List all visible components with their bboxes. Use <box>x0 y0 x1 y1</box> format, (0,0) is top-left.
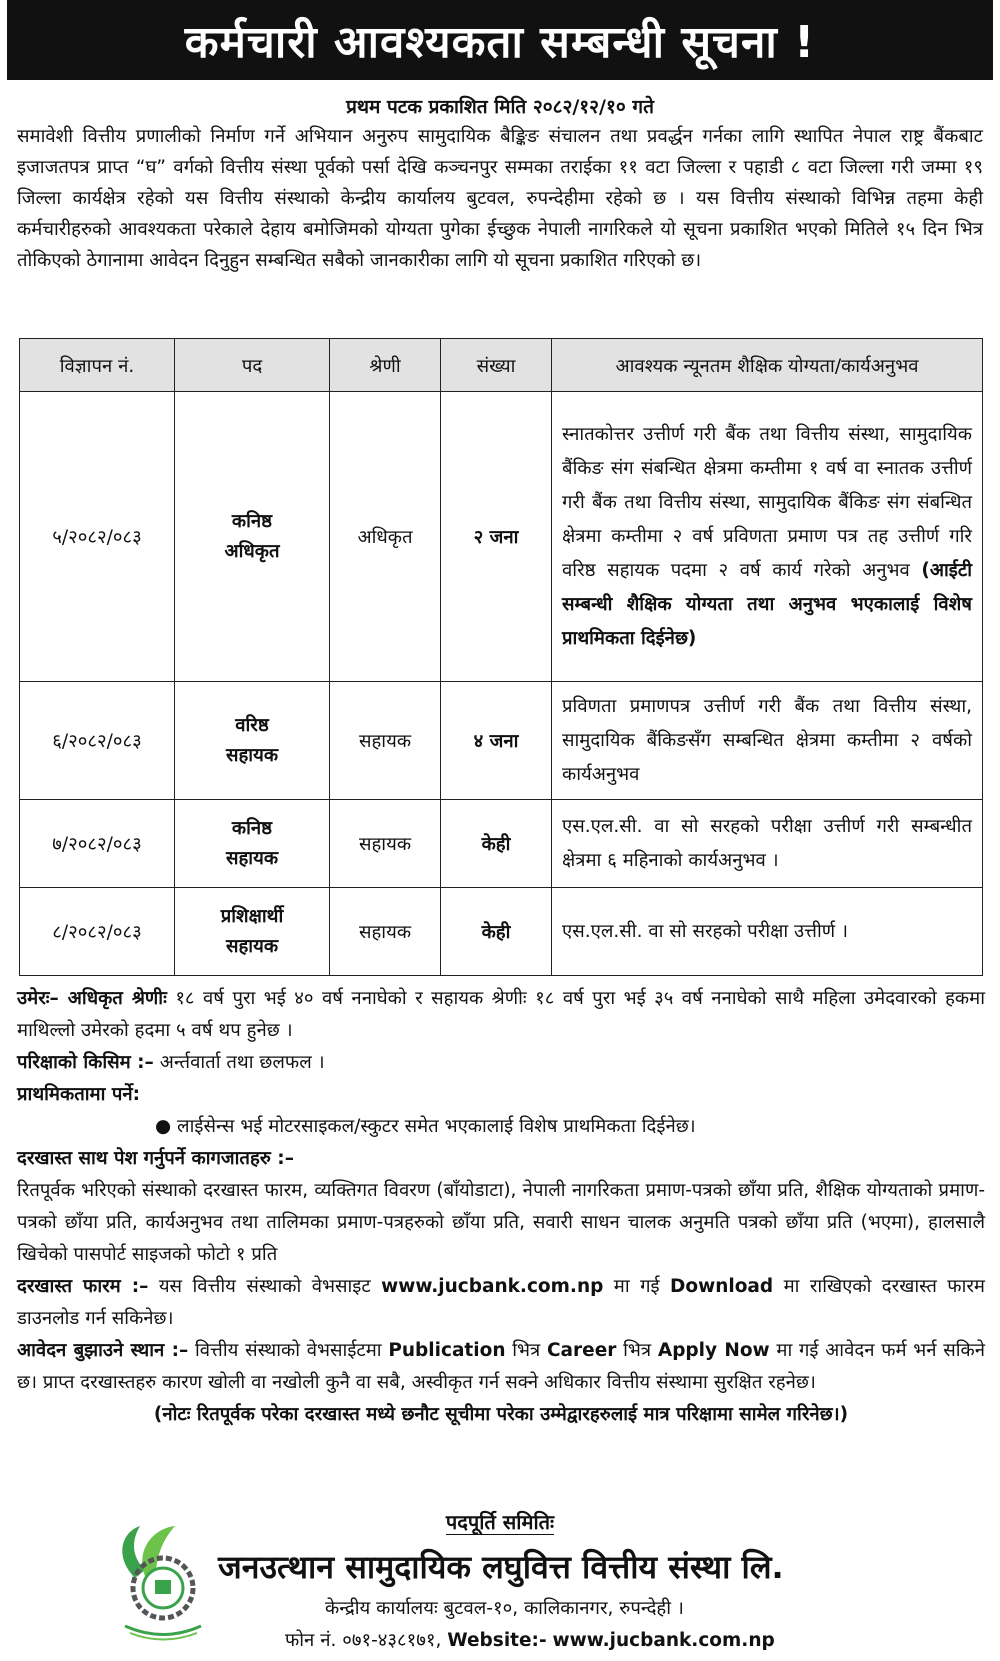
post-line-2: सहायक <box>225 935 279 957</box>
submit-text-3: भित्र <box>623 1340 652 1361</box>
website-link[interactable]: www.jucbank.com.np <box>381 1276 604 1297</box>
post-line-1: कनिष्ठ <box>231 817 273 839</box>
post-line-2: सहायक <box>225 847 279 869</box>
table-header-row <box>20 339 983 392</box>
committee-label: पदपूर्ति समितिः <box>445 1510 555 1534</box>
post-cell <box>175 800 330 888</box>
form-paragraph <box>17 1271 985 1335</box>
bullet-icon: ● <box>155 1116 172 1137</box>
adv-no-cell: ८/२०८२/०८३ <box>20 888 175 976</box>
header-post: पद <box>175 339 330 392</box>
footer-website-link[interactable]: www.jucbank.com.np <box>552 1630 775 1651</box>
age-label: उमेरः– अधिकृत श्रेणीः <box>17 988 167 1009</box>
qualification-priority-text: (आईटी सम्बन्धी शैक्षिक योग्यता तथा अनुभव भएकालाई विशेष प्राथमिकता दिईनेछ) <box>562 559 972 649</box>
publication-label: Publication <box>388 1340 506 1361</box>
age-paragraph <box>17 983 985 1047</box>
qualification-text: स्नातकोत्तर उत्तीर्ण गरी बैंक तथा वित्तीय संस्था, सामुदायिक बैंकिङ संग संबन्धित क्षेत्रमा कम्तीमा १ वर्ष वा स्नातक उत्तीर्ण गरी बैंक तथा वित्तीय संस्था, सामुदायिक बैंकिङ संग संबन्धित क्षेत्रमा कम्तीमा २ वर्ष प्रविणता प्रमाण पत्र तह उत्तीर्ण गरि वरिष्ठ सहायक पदमा २ वर्ष कार्य गरेको अनुभव <box>562 423 972 581</box>
form-text-3: मा राखिएको दरखास्त फारम डाउनलोड गर्न सकिनेछ। <box>17 1276 985 1329</box>
notice-title: कर्मचारी आवश्यकता सम्बन्धी सूचना ! <box>7 0 993 80</box>
details-section <box>17 983 985 1431</box>
post-cell <box>175 682 330 800</box>
count-cell: केही <box>441 800 552 888</box>
table-row <box>20 682 983 800</box>
apply-now-label: Apply Now <box>657 1340 770 1361</box>
count-cell: ४ जना <box>441 682 552 800</box>
post-line-1: कनिष्ठ <box>231 510 273 532</box>
documents-text: रितपूर्वक भरिएको संस्थाको दरखास्त फारम, व्यक्तिगत विवरण (बाँयोडाटा), नेपाली नागरिकता प्रमाण-पत्रको छाँया प्रति, शैक्षिक योग्यताको प्रमाण-पत्रको छाँया प्रति, कार्यअनुभव तथा तालिमका प्रमाण-पत्रहरुको छाँया प्रति, सवारी साधन चालक अनुमति पत्रको छाँया प्रति (भएमा), हालसालै खिचेको पासपोर्ट साइजको फोटो १ प्रति <box>17 1180 985 1265</box>
submit-text-2: भित्र <box>512 1340 541 1361</box>
post-cell <box>175 392 330 682</box>
qualification-cell: एस.एल.सी. वा सो सरहको परीक्षा उत्तीर्ण गरी सम्बन्धीत क्षेत्रमा ६ महिनाको कार्यअनुभव । <box>552 800 983 888</box>
priority-text: लाईसेन्स भई मोटरसाइकल/स्कुटर समेत भएकालाई विशेष प्राथमिकता दिईनेछ। <box>177 1116 696 1137</box>
exam-label: परिक्षाको किसिम :– <box>17 1052 154 1073</box>
documents-label: दरखास्त साथ पेश गर्नुपर्ने कागजातहरु :– <box>17 1148 294 1169</box>
vacancy-table <box>19 338 983 976</box>
exam-text: अर्न्तवार्ता तथा छलफल । <box>159 1052 325 1073</box>
priority-bullet <box>17 1111 985 1143</box>
note-text: (नोटः रितपूर्वक परेका दरखास्त मध्ये छनौट सूचीमा परेका उम्मेद्वारहरुलाई मात्र परिक्षामा सामेल गरिनेछ।) <box>153 1404 849 1425</box>
priority-label: प्राथमिकतामा पर्ने: <box>17 1084 141 1105</box>
download-label: Download <box>670 1276 774 1297</box>
header-adv-no: विज्ञापन नं. <box>20 339 175 392</box>
submit-text-4: मा गई आवेदन फर्म भर्न सकिने छ। प्राप्त दरखास्तहरु कारण खोली वा नखोली कुनै वा सबै, अस्वीकृत गर्न सक्ने अधिकार वित्तीय संस्थामा सुरक्षित रहनेछ। <box>17 1340 986 1393</box>
website-label: Website:- <box>447 1630 547 1651</box>
count-cell: केही <box>441 888 552 976</box>
count-cell: २ जना <box>441 392 552 682</box>
adv-no-cell: ७/२०८२/०८३ <box>20 800 175 888</box>
category-cell: सहायक <box>330 800 441 888</box>
table-row <box>20 888 983 976</box>
qualification-cell: एस.एल.सी. वा सो सरहको परीक्षा उत्तीर्ण । <box>552 888 983 976</box>
adv-no-cell: ६/२०८२/०८३ <box>20 682 175 800</box>
exam-paragraph <box>17 1047 985 1079</box>
post-cell <box>175 888 330 976</box>
submit-text-1: वित्तीय संस्थाको वेभसाईटमा <box>194 1340 382 1361</box>
form-label: दरखास्त फारम :– <box>17 1276 149 1297</box>
table-row <box>20 800 983 888</box>
submit-label: आवेदन बुझाउने स्थान :– <box>17 1340 189 1361</box>
post-line-2: सहायक <box>225 744 279 766</box>
post-line-1: प्रशिक्षार्थी <box>220 905 284 927</box>
category-cell: सहायक <box>330 682 441 800</box>
intro-paragraph: समावेशी वित्तीय प्रणालीको निर्माण गर्ने अभियान अनुरुप सामुदायिक बैङ्किङ संचालन तथा प्रवर्द्धन गर्नका लागि स्थापित नेपाल राष्ट्र बैंकबाट इजाजतपत्र प्राप्त “घ” वर्गको वित्तीय संस्था पूर्वको पर्सा देखि कञ्चनपुर सम्मका तराईका ११ वटा जिल्ला र पहाडी ८ वटा जिल्ला गरी जम्मा १९ जिल्ला कार्यक्षेत्र रहेको यस वित्तीय संस्थाको केन्द्रीय कार्यालय बुटवल, रुपन्देहीमा रहेको छ । यस वित्तीय संस्थाको विभिन्न तहमा केही कर्मचारीहरुको आवश्यकता परेकाले देहाय बमोजिमको योग्यता पुगेका ईच्छुक नेपाली नागरिकले यो सूचना प्रकाशित भएको मितिले १५ दिन भित्र तोकिएको ठेगानामा आवेदन दिनुहुन सम्बन्धित सबैको जानकारीका लागि यो सूचना प्रकाशित गरिएको छ। <box>17 126 983 271</box>
header-count: संख्या <box>441 339 552 392</box>
adv-no-cell: ५/२०८२/०८३ <box>20 392 175 682</box>
age-text: १८ वर्ष पुरा भई ४० वर्ष ननाघेको र सहायक श्रेणीः १८ वर्ष पुरा भई ३५ वर्ष ननाघेको साथै महिला उमेदवारको हकमा माथिल्लो उमेरको हदमा ५ वर्ष थप हुनेछ । <box>17 988 985 1041</box>
form-text-2: मा गई <box>613 1276 660 1297</box>
post-line-2: अधिकृत <box>224 540 280 562</box>
phone-label: फोन नं. ०७१-४३८१७१, <box>285 1630 442 1651</box>
header-category: श्रेणी <box>330 339 441 392</box>
header-qualification: आवश्यक न्यूनतम शैक्षिक योग्यता/कार्यअनुभव <box>552 339 983 392</box>
organization-logo-icon <box>105 1518 211 1644</box>
qualification-cell: प्रविणता प्रमाणपत्र उत्तीर्ण गरी बैंक तथा वित्तीय संस्था, सामुदायिक बैंकिङसँग सम्बन्धित क्षेत्रमा कम्तीमा २ वर्षको कार्यअनुभव <box>552 682 983 800</box>
post-line-1: वरिष्ठ <box>235 714 269 736</box>
organization-name: जनउत्थान सामुदायिक लघुवित्त वित्तीय संस्था लि. <box>218 1548 784 1586</box>
publish-date: प्रथम पटक प्रकाशित मिति २०८२/१२/१० गते <box>346 96 654 118</box>
category-cell: अधिकृत <box>330 392 441 682</box>
form-text-1: यस वित्तीय संस्थाको वेभसाइट <box>158 1276 371 1297</box>
category-cell: सहायक <box>330 888 441 976</box>
career-label: Career <box>546 1340 617 1361</box>
organization-address: केन्द्रीय कार्यालयः बुटवल-१०, कालिकानगर, रुपन्देही । <box>325 1598 684 1619</box>
table-row <box>20 392 983 682</box>
submit-paragraph <box>17 1335 985 1399</box>
qualification-cell <box>552 392 983 682</box>
contact-line <box>285 1627 775 1652</box>
